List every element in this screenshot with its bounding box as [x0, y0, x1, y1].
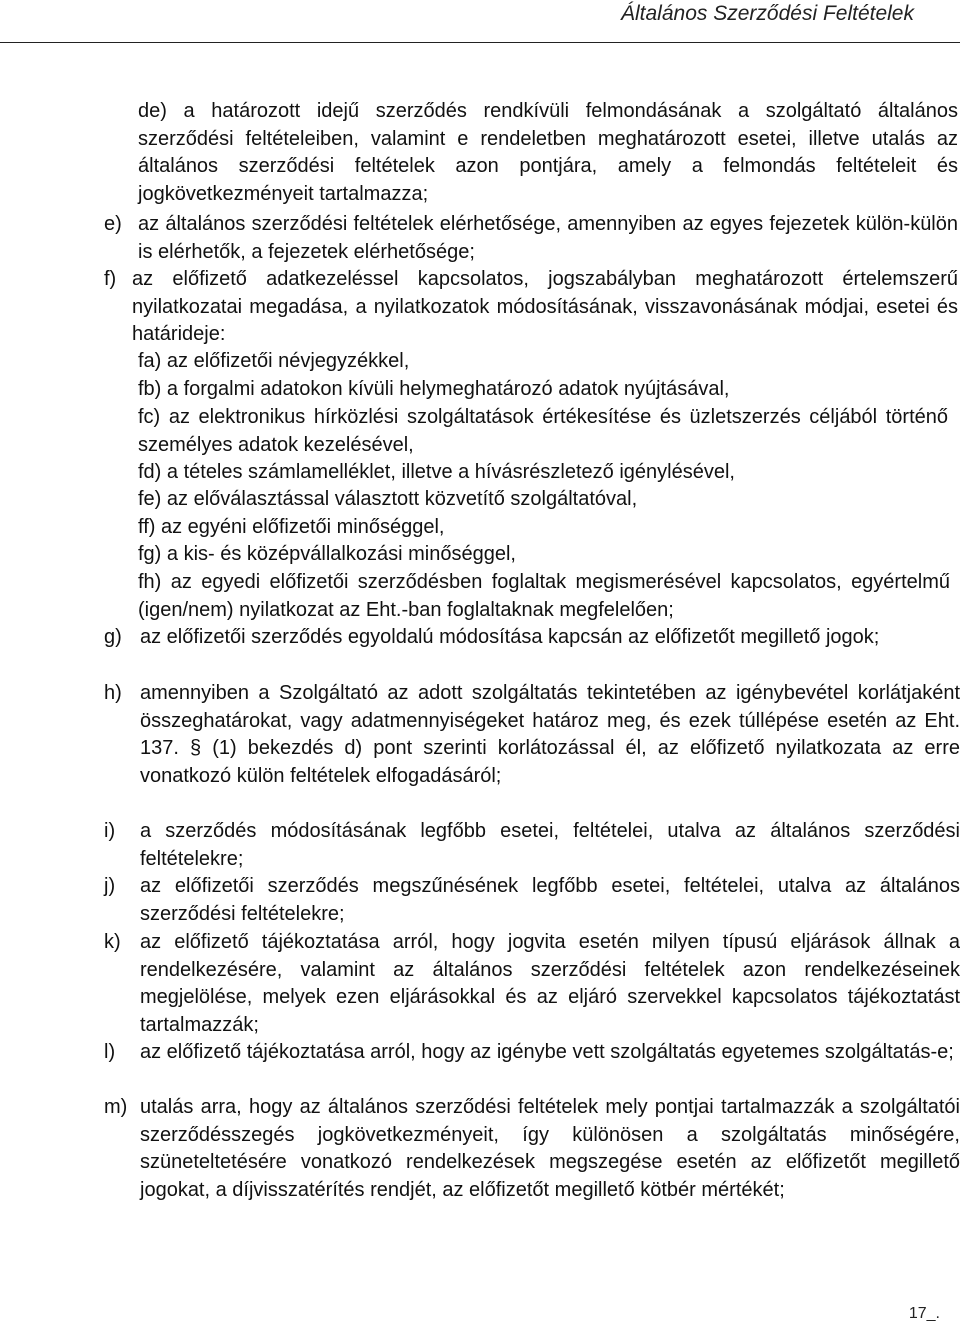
- list-item-text: az előfizető tájékoztatása arról, hogy jogvita esetén milyen típusú eljárások állnak a rendelkezésére, valamint az általános szerződési feltételek azon rendelkezéseinek megjelölése, melyek ezen eljárásokkal és az eljáró szervekkel kapcsolatos tájékoztatást tartalmazzák;: [140, 931, 960, 1036]
- subitem-text: fc) az elektronikus hírközlési szolgáltatások értékesítése és üzletszerzés céljából történő személyes adatok kezelésével,: [138, 406, 948, 456]
- list-item-e: [104, 211, 958, 266]
- list-item-k: [104, 929, 960, 1039]
- header-rule: [0, 42, 960, 43]
- list-item-text: az általános szerződési feltételek elérhetősége, amennyiben az egyes fejezetek külön-külön is elérhetők, a fejezetek elérhetősége;: [138, 213, 958, 263]
- list-item-g: [104, 624, 960, 652]
- list-item-l: [104, 1039, 960, 1067]
- subitem-fh: [138, 569, 950, 624]
- subitem-text: fh) az egyedi előfizetői szerződésben foglaltak megismerésével kapcsolatos, egyértelmű (igen/nem) nyilatkozat az Eht.-ban foglaltaknak megfelelően;: [138, 571, 950, 621]
- list-item-label: j): [104, 875, 116, 897]
- list-item-text: az előfizetői szerződés megszűnésének legfőbb esetei, feltételei, utalva az általános szerződési feltételekre;: [140, 875, 960, 925]
- list-item-label: e): [104, 213, 122, 235]
- list-item-label: i): [104, 820, 116, 842]
- subitem-text: fg) a kis- és középvállalkozási minőséggel,: [138, 543, 516, 565]
- list-item-text: utalás arra, hogy az általános szerződési feltételek mely pontjai tartalmazzák a szolgáltatói szerződésszegés jogkövetkezményeit, így különösen a szolgáltatás minőségére, szüneteltetésére vonatkozó rendelkezések megszegése esetén az előfizetőt megillető jogokat, a díjvisszatérítés rendjét, az előfizetőt megillető kötbér mértékét;: [140, 1096, 960, 1201]
- list-item-label: f): [104, 268, 117, 290]
- list-item-text: a szerződés módosításának legfőbb esetei, feltételei, utalva az általános szerződési feltételekre;: [140, 820, 960, 870]
- list-item-text: de) a határozott idejű szerződés rendkívüli felmondásának a szolgáltató általános szerződési feltételeiben, valamint e rendeletben meghatározott esetei, illetve utalás az általános szerződési feltételek azon pontjára, amely a felmondás feltételeit és jogkövetkezményeit tartalmazza;: [138, 100, 958, 205]
- list-item-h: [104, 680, 960, 790]
- subitem-text: fa) az előfizetői névjegyzékkel,: [138, 350, 410, 372]
- list-item-label: m): [104, 1096, 128, 1118]
- subitem-fd: [138, 459, 948, 487]
- subitem-fe: [138, 486, 948, 514]
- list-item-label: h): [104, 682, 122, 704]
- list-item-label: g): [104, 626, 122, 648]
- subitem-fb: [138, 376, 948, 404]
- subitem-text: ff) az egyéni előfizetői minőséggel,: [138, 516, 445, 538]
- list-item-j: [104, 873, 960, 928]
- list-item-m: [104, 1094, 960, 1204]
- subitem-fa: [138, 348, 948, 376]
- subitem-text: fe) az előválasztással választott közvetítő szolgáltatóval,: [138, 488, 638, 510]
- list-item-de: [138, 98, 958, 208]
- list-item-text: az előfizető tájékoztatása arról, hogy az igénybe vett szolgáltatás egyetemes szolgáltatás-e;: [140, 1041, 954, 1063]
- list-item-f: [104, 266, 958, 349]
- subitem-fc: [138, 404, 948, 459]
- list-item-text: az előfizetői szerződés egyoldalú módosítása kapcsán az előfizetőt megillető jogok;: [140, 626, 880, 648]
- page-header-title: Általános Szerződési Feltételek: [621, 2, 914, 25]
- subitem-ff: [138, 514, 948, 542]
- subitem-fg: [138, 541, 948, 569]
- subitem-text: fb) a forgalmi adatokon kívüli helymeghatározó adatok nyújtásával,: [138, 378, 730, 400]
- subitem-text: fd) a tételes számlamelléklet, illetve a hívásrészletező igénylésével,: [138, 461, 735, 483]
- list-item-i: [104, 818, 960, 873]
- list-item-label: l): [104, 1041, 116, 1063]
- list-item-text: amennyiben a Szolgáltató az adott szolgáltatás tekintetében az igénybevétel korlátjaként összeghatárokat, vagy adatmennyiségeket határoz meg, és ezek túllépése esetén az Eht. 137. § (1) bekezdés d) pont szerinti korlátozással él, az előfizető nyilatkozata az erre vonatkozó külön feltételek elfogadásáról;: [140, 682, 960, 787]
- list-item-label: k): [104, 931, 121, 953]
- page-number: 17_.: [908, 1305, 940, 1322]
- list-item-text: az előfizető adatkezeléssel kapcsolatos, jogszabályban meghatározott értelemszerű nyilatkozatai megadása, a nyilatkozatok módosításának, visszavonásának módjai, esetei és határideje:: [132, 268, 958, 345]
